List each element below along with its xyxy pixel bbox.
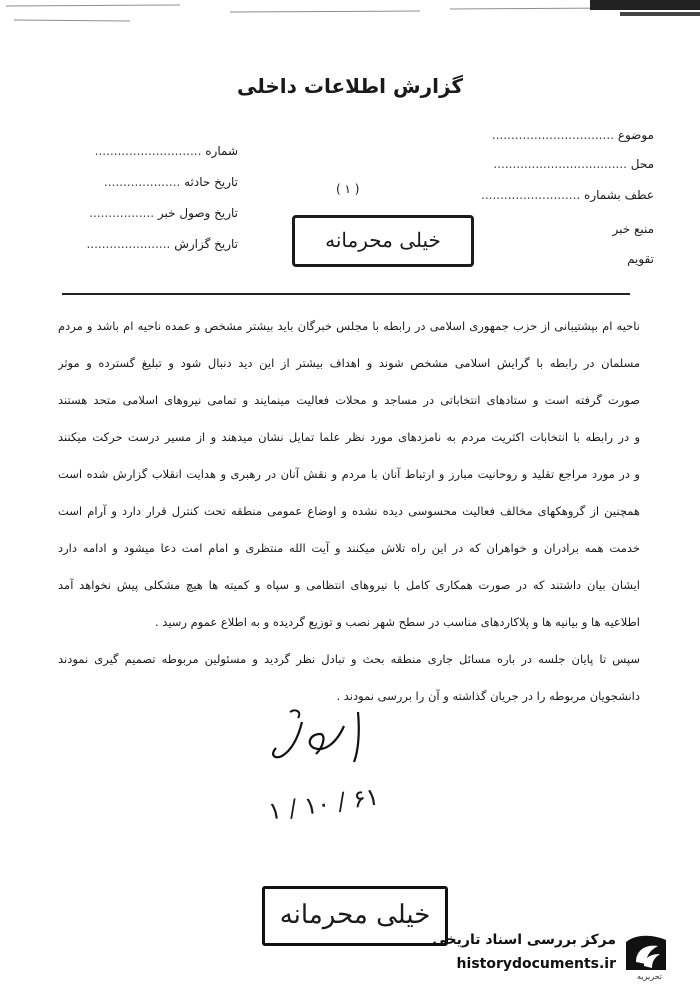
field-label: تاریخ وصول خبر xyxy=(157,206,238,220)
field-label: شماره xyxy=(205,144,238,158)
field-label: تاریخ حادثه xyxy=(184,175,238,189)
field-receipt-date xyxy=(89,206,238,220)
field-label: تاریخ گزارش xyxy=(174,237,238,251)
field-value: ................................ xyxy=(491,128,614,142)
field-subject xyxy=(492,128,654,142)
archive-logo-icon xyxy=(622,930,670,974)
watermark-subtitle: تحریریه xyxy=(637,972,662,981)
field-number xyxy=(95,144,238,158)
document-title: گزارش اطلاعات داخلی xyxy=(236,74,464,98)
field-label: محل xyxy=(630,157,654,171)
report-body xyxy=(58,318,640,725)
field-value: ................................... xyxy=(493,157,627,171)
body-line: همچنین از گروهکهای مخالف فعالیت محسوسی دیده نشده و اوضاع عمومی منطقه تحت کنترل قرار دارد و آرام است xyxy=(58,504,640,518)
body-line: خدمت همه برادران و خواهران که در این راه تلاش میکنند و آیت الله منتظری و امام امت دعا میشود و ادامه دارد xyxy=(58,541,640,555)
field-evaluation xyxy=(627,252,654,266)
watermark-org-name: مرکز بررسی اسناد تاریخی xyxy=(432,932,616,948)
body-line: صورت گرفته است و ستادهای انتخاباتی در مساجد و محلات فعالیت مینمایند و تمامی نیروهای اسلامی متحد هستند xyxy=(58,393,640,407)
field-report-date xyxy=(86,237,238,251)
header-divider xyxy=(62,293,630,295)
body-line: و در رابطه با انتخابات اکثریت مردم به نامزدهای مورد نظر علما تمایل نشان میدهند و از مسیر درست حرکت میکنند xyxy=(58,430,640,444)
body-line: سپس تا پایان جلسه در باره مسائل جاری منطقه بحث و تبادل نظر گردید و مسئولین مربوطه تصمیم گیری نمودند xyxy=(58,652,640,666)
field-value: .......................... xyxy=(481,188,581,202)
body-line: ناحیه ام بپشتیبانی از حزب جمهوری اسلامی در رابطه با مجلس خبرگان باید بیشتر مشخص و عمده ناحیه ام باشد و مردم xyxy=(58,319,640,333)
field-reference-number xyxy=(481,188,654,202)
field-incident-date xyxy=(104,175,238,189)
field-location xyxy=(493,157,654,171)
confidential-stamp-large: خیلی محرمانه xyxy=(262,886,448,946)
page-number: ( ۱ ) xyxy=(336,182,360,196)
scan-edge-noise xyxy=(0,0,700,30)
field-news-source xyxy=(612,222,654,236)
body-line: اطلاعیه ها و بیانیه ها و پلاکاردهای مناسب در سطح شهر نصب و توزیع گردیده و به اطلاع عموم رسید . xyxy=(154,615,640,629)
field-value: ................. xyxy=(89,206,155,220)
body-line: دانشجویان مربوطه را در جریان گذاشته و آن را بررسی نمودند . xyxy=(336,689,640,703)
confidential-stamp-small: خیلی محرمانه xyxy=(292,215,474,267)
body-line: مسلمان در رابطه با گرایش اسلامی مشخص شوند و اهداف بیشتر از این دید دنبال شود و تبلیغ گسترده و موثر xyxy=(58,356,640,370)
handwritten-signature xyxy=(262,704,382,770)
field-value: ............................ xyxy=(94,144,202,158)
field-label: تقویم xyxy=(627,252,654,266)
field-label: عطف بشماره xyxy=(584,188,654,202)
field-label: منبع خبر xyxy=(612,222,654,236)
body-line: ایشان بیان داشتند که در صورت همکاری کامل با نیروهای انتظامی و سپاه و کمیته ها هیچ مشکلی پیش نخواهد آمد xyxy=(58,578,640,592)
field-value: ...................... xyxy=(86,237,171,251)
field-label: موضوع xyxy=(617,128,654,142)
handwritten-date: ۱ / ۱۰ / ۶۱ xyxy=(266,782,381,826)
watermark-url: historydocuments.ir xyxy=(456,956,616,972)
field-value: .................... xyxy=(103,175,181,189)
archive-watermark xyxy=(422,930,672,982)
body-line: و در مورد مراجع تقلید و روحانیت مبارز و ارتباط آنان با مردم و نقش آنان در رهبری و هدایت انقلاب گزارش شده است xyxy=(58,467,640,481)
